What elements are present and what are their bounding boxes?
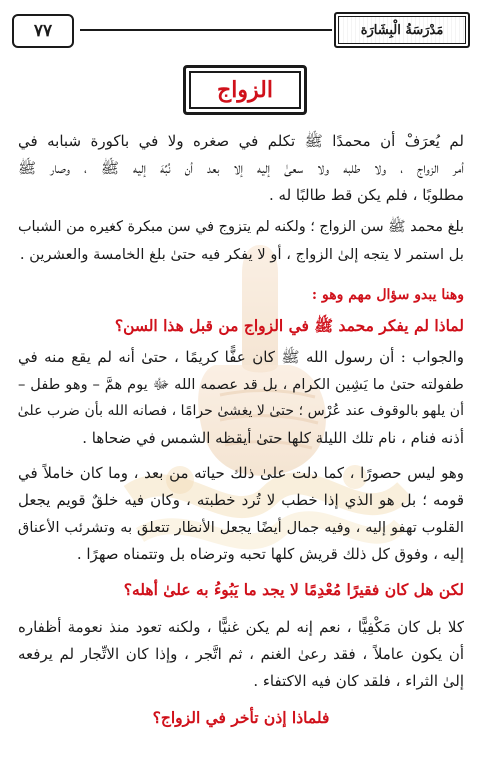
paragraph-2	[18, 214, 464, 268]
header-rule	[80, 29, 332, 31]
text-line: لماذا لم يفكر محمد ﷺ في الزواج من قبل هذا السن؟	[114, 316, 464, 335]
question-1	[18, 312, 464, 339]
text-line: وهو ليس حصورًا ، كما دلت علىٰ ذلك حياته من بعد ، وما كان خاملاً في	[18, 464, 464, 482]
paragraph-3	[18, 344, 464, 452]
paragraph-5	[18, 614, 464, 695]
text-line: القلوب تهفو إليه ، وفيه جمال أيضًا يجعل الأنظار تتعلق به وتشرئب الأعناق	[18, 519, 464, 536]
text-line: إليه ، وفوق كل ذلك قريش كلها تحبه وترضاه بل وتتمناه صهرًا .	[76, 545, 464, 563]
text-line: بل استمر لا يتجه إلىٰ الزواج ، أو لا يفكر فيه حتىٰ بلغ الخامسة والعشرين .	[19, 246, 464, 263]
text-line: طفولته حتىٰ ما يَشِين الكرام ، بل قد عصمه الله ﷻ يوم همَّ – وهو طفل –	[18, 376, 464, 393]
page-header	[10, 12, 472, 48]
question-2	[18, 576, 464, 603]
chapter-title: الزواج	[217, 77, 273, 103]
text-line: مطلوبًا ، فلم يكن قط طالبًا له .	[269, 186, 464, 204]
question-3	[18, 704, 464, 731]
text-line: كلا بل كان مَكْفِيًّا ، نعم إنه لم يكن غنيًّا ، ولكنه تعود منذ نعومة أظفاره	[18, 618, 464, 636]
text-line: بلغ محمد ﷺ سن الزواج ؛ ولكنه لم يتزوج في سن مبكرة كغيره من الشباب	[18, 219, 464, 235]
text-line: أذنه فنام ، نام تلك الليلة كلها حتىٰ أيقظه الشمس في ضحاها .	[82, 429, 464, 447]
text-line: قومه ؛ بل هو الذي إذا خطب لا تُرد خطبته ، وكان فيه خلقٌ قويم يجعل	[18, 491, 464, 509]
text-line: لكن هل كان فقيرًا مُعْدِمًا لا يجد ما يَبُوءُ به علىٰ أهله؟	[123, 580, 464, 599]
page-number: ٧٧	[12, 14, 74, 48]
text-line: فلماذا إذن تأخر في الزواج؟	[152, 708, 330, 727]
book-title: مَدْرَسَةُ الْبِشَارَة	[334, 12, 470, 48]
text-line: والجواب : أن رسول الله ﷺ كان عفًّا كريمًا ، حتىٰ أنه لم يقع منه في	[18, 348, 464, 366]
text-line: لم يُعرَفْ أن محمدًا ﷺ تكلم في صغره ولا في باكورة شبابه في	[18, 132, 464, 150]
question-intro	[18, 282, 464, 309]
text-line: أمر الزواج ، ولا طلبه ولا سعىٰ إليه إلا بعد أن نُبِّهَ إليه ﷺ ، وصار ﷺ	[18, 159, 464, 177]
paragraph-1	[18, 128, 464, 209]
paragraph-4	[18, 460, 464, 568]
text-line: أن يلهو بالوقوف عند عُرْس ؛ حتىٰ لا يغشىٰ حرامًا ، فصانه الله بأن ضرب علىٰ	[18, 403, 464, 419]
text-line: إلىٰ الثراء ، فلقد كان فيه الاكتفاء .	[253, 672, 464, 690]
text-line: أن يكون عاملاً ، فقد رعىٰ الغنم ، ثم اتَّجر ، وإذا كان الاتِّجار لم يرفعه	[18, 645, 464, 663]
chapter-title-frame	[183, 65, 307, 115]
text-line: وهنا يبدو سؤال مهم وهو :	[311, 287, 464, 303]
